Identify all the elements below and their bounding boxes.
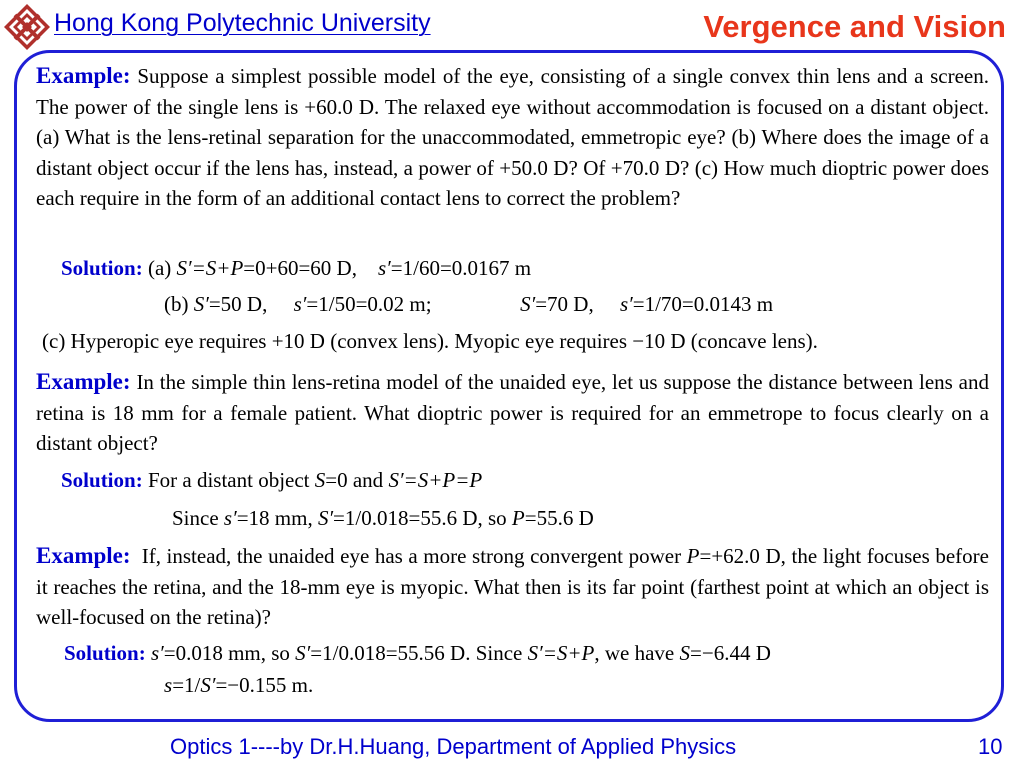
page-number: 10 <box>978 734 1003 759</box>
polyu-logo-icon <box>2 2 52 52</box>
example-1-solution-label: Solution: <box>61 256 143 280</box>
example-1-label: Example: <box>36 63 131 88</box>
example-1-solution-b: (b) S′=50 D, s′=1/50=0.02 m; S′=70 D, s′=1/70=0.0143 m <box>164 292 774 316</box>
example-2-solution-label: Solution: <box>61 468 143 492</box>
footer-credit: Optics 1----by Dr.H.Huang, Department of Applied Physics <box>170 734 737 759</box>
example-2-solution-1: Solution: For a distant object S=0 and S′=S+P=P <box>61 468 483 492</box>
example-1-body: Suppose a simplest possible model of the eye, consisting of a single convex thin lens and a screen. The power of the single lens is +60.0 D. The relaxed eye without accommodation is focused on a distant object. (a) What is the lens-retinal separation for the unaccommodated, emmetropic eye? (b) Where does the image of a distant object occur if the lens has, instead, a power of +50.0 D? Of +70.0 D? (c) How much dioptric power does each require in the form of an additional contact lens to correct the problem? <box>36 64 990 210</box>
example-2-body: In the simple thin lens-retina model of the unaided eye, let us suppose the distance between lens and retina is 18 mm for a female patient. What dioptric power is required for an emmetrope to focus clearly on a distant object? <box>36 370 990 455</box>
example-2-label: Example: <box>36 369 131 394</box>
example-1-solution-a: Solution: (a) S′=S+P=0+60=60 D, s′=1/60=0.0167 m <box>61 256 532 280</box>
example-1-solution-c: (c) Hyperopic eye requires +10 D (convex lens). Myopic eye requires −10 D (concave lens). <box>42 329 818 353</box>
example-2-solution-2: Since s′=18 mm, S′=1/0.018=55.6 D, so P=55.6 D <box>172 506 594 530</box>
example-3-solution-2: s=1/S′=−0.155 m. <box>164 673 314 697</box>
slide-title: Vergence and Vision <box>703 9 1006 44</box>
example-3-solution-1: Solution: s′=0.018 mm, so S′=1/0.018=55.56 D. Since S′=S+P, we have S=−6.44 D <box>64 641 771 665</box>
example-3-solution-label: Solution: <box>64 641 146 665</box>
example-1-text <box>36 61 989 214</box>
university-name[interactable]: Hong Kong Polytechnic University <box>54 9 431 37</box>
example-3-text: Example: If, instead, the unaided eye has a more strong convergent power P=+62.0 D, the light focuses before it reaches the retina, and the 18-mm eye is myopic. What then is its far point (farthest point at which an object is well-focused on the retina)? <box>36 543 989 629</box>
example-2-text <box>36 367 989 459</box>
example-3-label: Example: <box>36 543 131 568</box>
